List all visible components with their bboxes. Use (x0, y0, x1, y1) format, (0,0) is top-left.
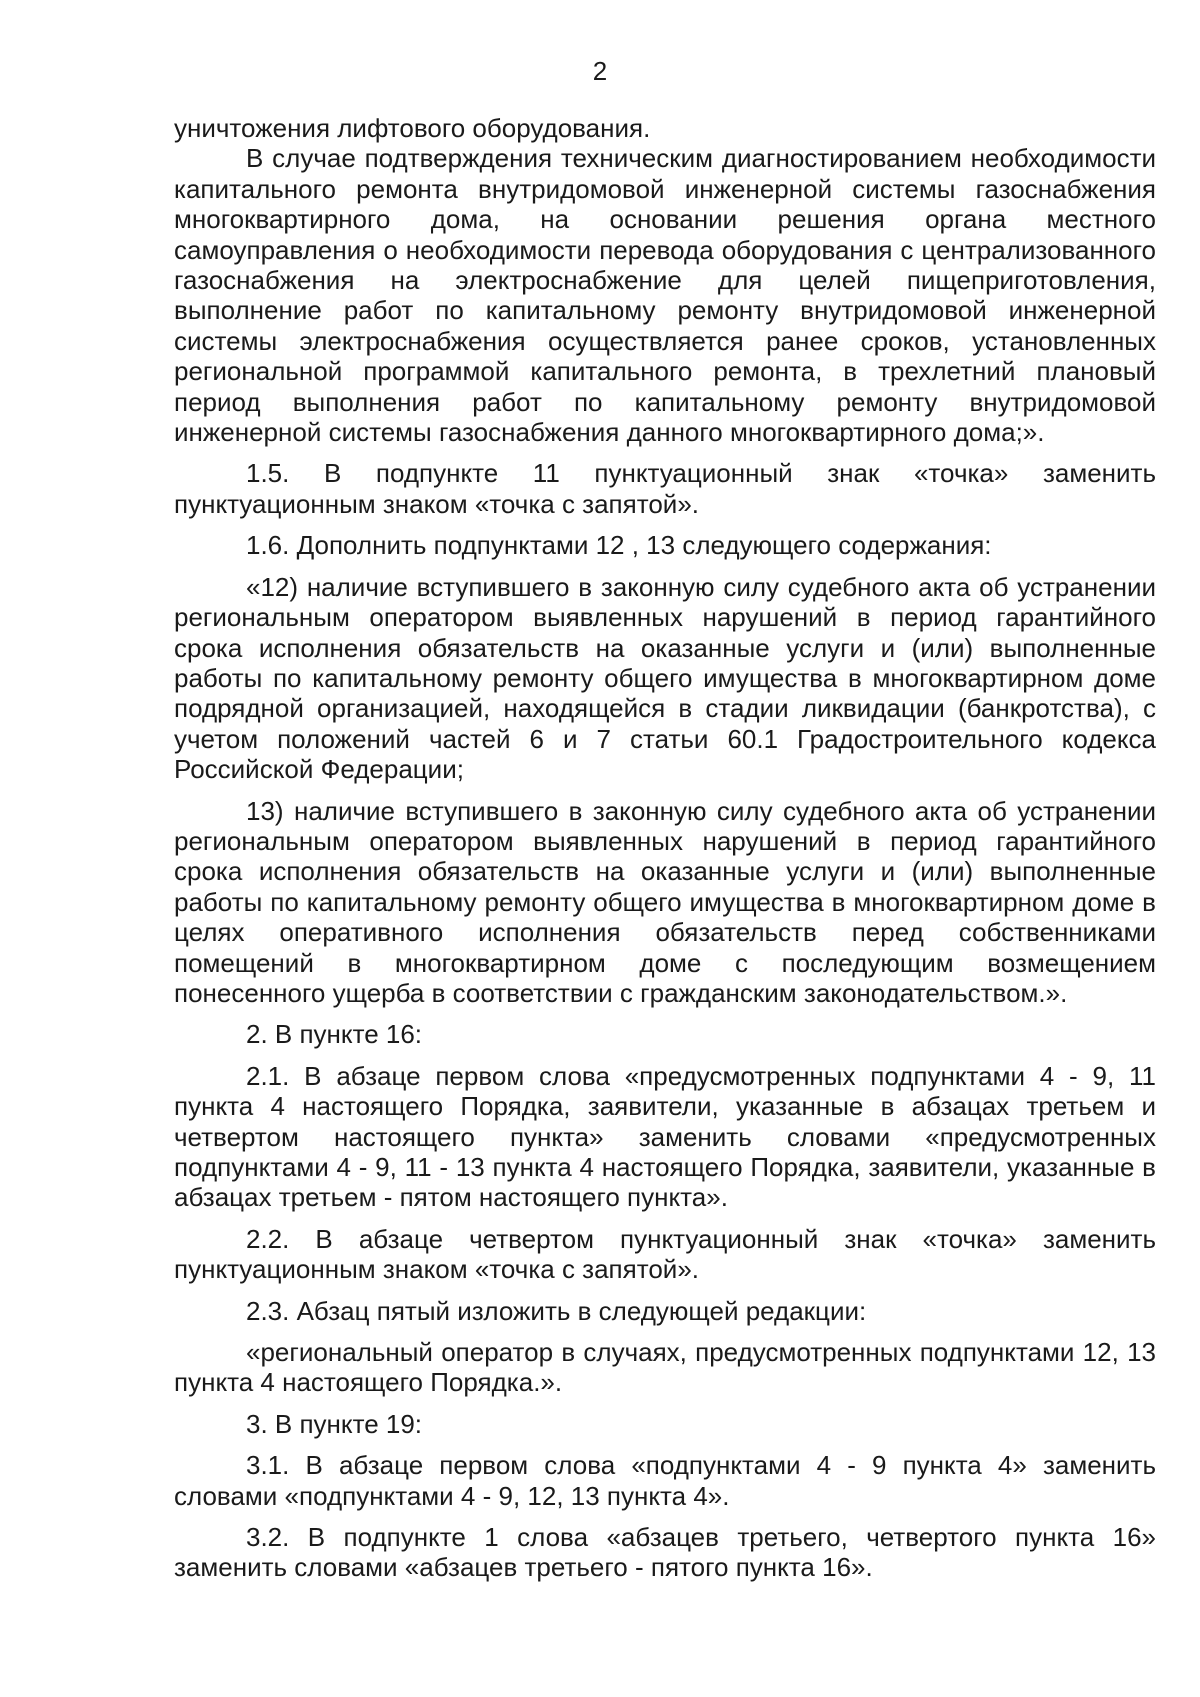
paragraph-3-2: 3.2. В подпункте 1 слова «абзацев третьего, четвертого пункта 16» заменить словами «абзацев третьего - пятого пункта 16». (174, 1522, 1156, 1583)
paragraph-3: 3. В пункте 19: (246, 1408, 423, 1439)
paragraph-regional-operator: «региональный оператор в случаях, предусмотренных подпунктами 12, 13 пункта 4 настоящего Порядка.». (174, 1337, 1156, 1398)
paragraph-3-1: 3.1. В абзаце первом слова «подпунктами 4 - 9 пункта 4» заменить словами «подпунктами 4 - 9, 12, 13 пункта 4». (174, 1450, 1156, 1511)
paragraph-2-1: 2.1. В абзаце первом слова «предусмотренных подпунктами 4 - 9, 11 пункта 4 настоящего Порядка, заявители, указанные в абзацах третьем и четвертом настоящего пункта» заменить словами «предусмотренных подпунктами 4 - 9, 11 - 13 пункта 4 настоящего Порядка, заявители, указанные в абзацах третьем - пятом настоящего пункта». (174, 1060, 1156, 1213)
paragraph-1-5: 1.5. В подпункте 11 пунктуационный знак «точка» заменить пунктуационным знаком «точка с запятой». (174, 458, 1156, 519)
paragraph-gas-supply: В случае подтверждения техническим диагностированием необходимости капитального ремонта внутридомовой инженерной системы газоснабжения многоквартирного дома, на основании решения органа местного самоуправления о необходимости перевода оборудования с централизованного газоснабжения на электроснабжение для целей пищеприготовления, выполнение работ по капитальному ремонту внутридомовой инженерной системы электроснабжения осуществляется ранее сроков, установленных региональной программой капитального ремонта, в трехлетний плановый период выполнения работ по капитальному ремонту внутридомовой инженерной системы газоснабжения данного многоквартирного дома;». (174, 143, 1156, 448)
paragraph-subitem-13: 13) наличие вступившего в законную силу судебного акта об устранении региональным оператором выявленных нарушений в период гарантийного срока исполнения обязательств на оказанные услуги и (или) выполненные работы по капитальному ремонту общего имущества в многоквартирном доме в целях оперативного исполнения обязательств перед собственниками помещений в многоквартирном доме с последующим возмещением понесенного ущерба в соответствии с гражданским законодательством.». (174, 795, 1156, 1008)
paragraph-2: 2. В пункте 16: (246, 1019, 423, 1050)
document-body (174, 113, 1156, 1583)
paragraph-1-6: 1.6. Дополнить подпунктами 12 , 13 следующего содержания: (246, 530, 992, 561)
paragraph-2-3: 2.3. Абзац пятый изложить в следующей редакции: (246, 1295, 867, 1326)
paragraph-continuation: уничтожения лифтового оборудования. (174, 113, 651, 143)
paragraph-2-2: 2.2. В абзаце четвертом пунктуационный знак «точка» заменить пунктуационным знаком «точка с запятой». (174, 1223, 1156, 1285)
page-number: 2 (592, 56, 608, 86)
paragraph-subitem-12: «12) наличие вступившего в законную силу судебного акта об устранении региональным оператором выявленных нарушений в период гарантийного срока исполнения обязательств на оказанные услуги и (или) выполненные работы по капитальному ремонту общего имущества в многоквартирном доме подрядной организацией, находящейся в стадии ликвидации (банкротства), с учетом положений частей 6 и 7 статьи 60.1 Градостроительного кодекса Российской Федерации; (174, 571, 1156, 785)
